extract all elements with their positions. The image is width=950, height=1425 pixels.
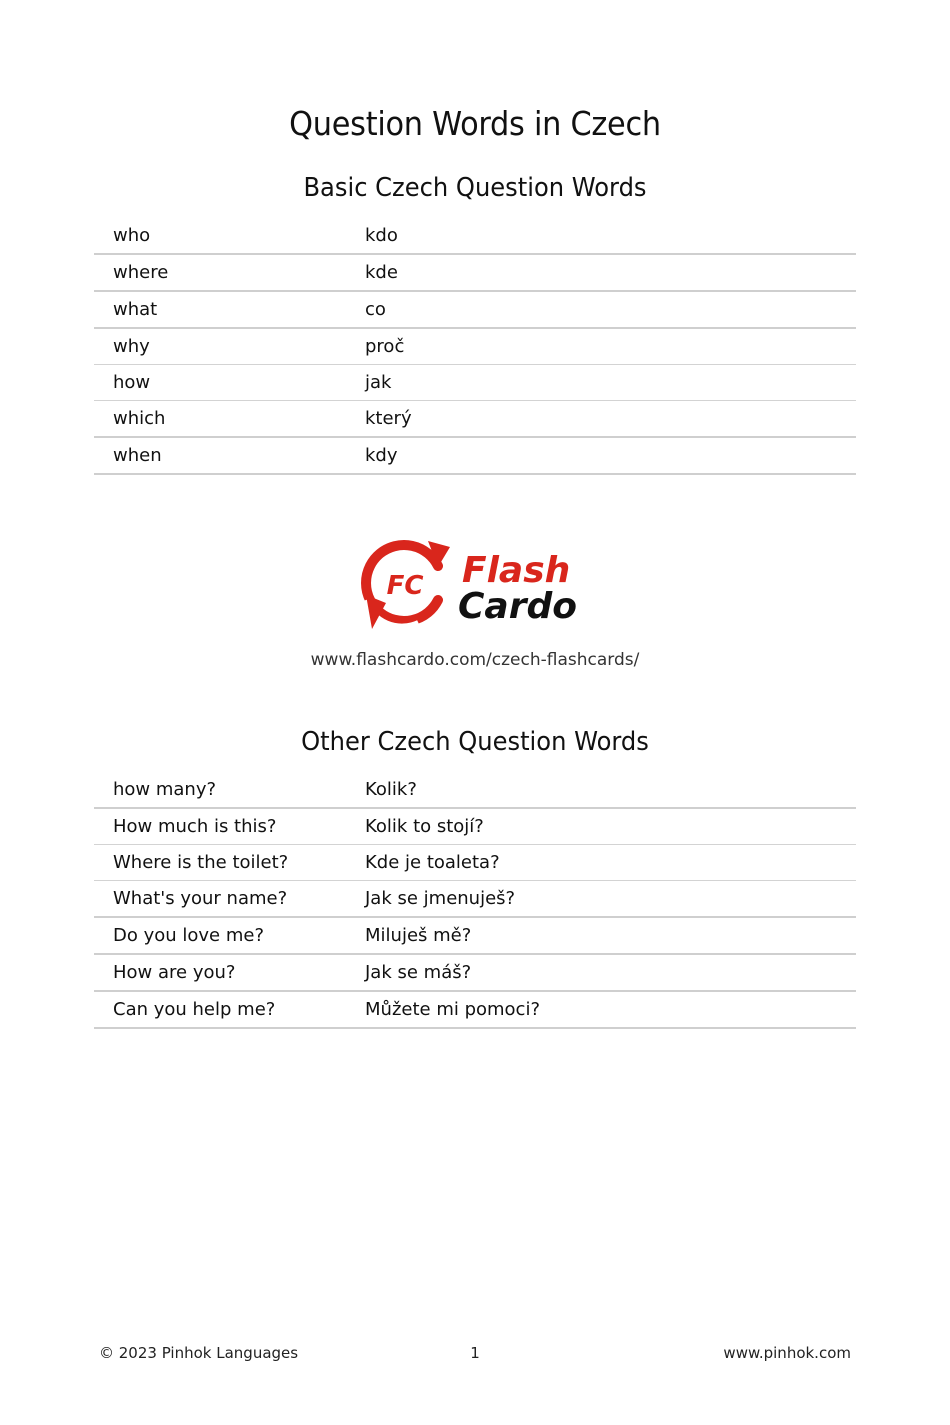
english-word: how xyxy=(94,365,346,401)
czech-word: jak xyxy=(346,365,856,401)
english-phrase: How much is this? xyxy=(94,808,346,845)
footer-website-link[interactable]: www.pinhok.com xyxy=(723,1344,851,1362)
logo-word-cardo: Cardo xyxy=(458,586,577,627)
flashcardo-logo[interactable] xyxy=(358,533,593,633)
english-phrase: Do you love me? xyxy=(94,917,346,954)
logo-word-flash: Flash xyxy=(462,550,571,591)
czech-phrase: Kolik? xyxy=(346,772,856,808)
table-row xyxy=(94,328,856,365)
section-title-basic: Basic Czech Question Words xyxy=(303,173,647,203)
table-row xyxy=(94,772,856,808)
table-row xyxy=(94,365,856,401)
english-phrase: how many? xyxy=(94,772,346,808)
table-row xyxy=(94,291,856,328)
table-row xyxy=(94,917,856,954)
english-word: who xyxy=(94,218,346,254)
czech-phrase: Miluješ mě? xyxy=(346,917,856,954)
table-row xyxy=(94,254,856,291)
english-word: which xyxy=(94,401,346,438)
english-word: what xyxy=(94,291,346,328)
table-row xyxy=(94,808,856,845)
other-words-table xyxy=(94,772,856,1029)
table-row xyxy=(94,218,856,254)
table-row xyxy=(94,401,856,438)
english-word: why xyxy=(94,328,346,365)
table-row xyxy=(94,881,856,918)
table-row xyxy=(94,991,856,1028)
logo-icon-text: FC xyxy=(386,571,424,601)
english-phrase: Where is the toilet? xyxy=(94,845,346,881)
table-row xyxy=(94,954,856,991)
english-phrase: Can you help me? xyxy=(94,991,346,1028)
section-title-other: Other Czech Question Words xyxy=(301,727,649,757)
table-row xyxy=(94,437,856,474)
czech-word: kdy xyxy=(346,437,856,474)
czech-phrase: Kde je toaleta? xyxy=(346,845,856,881)
czech-phrase: Jak se jmenuješ? xyxy=(346,881,856,918)
czech-phrase: Kolik to stojí? xyxy=(346,808,856,845)
table-row xyxy=(94,845,856,881)
czech-word: kde xyxy=(346,254,856,291)
page-title: Question Words in Czech xyxy=(289,104,661,143)
czech-phrase: Můžete mi pomoci? xyxy=(346,991,856,1028)
czech-word: který xyxy=(346,401,856,438)
english-word: where xyxy=(94,254,346,291)
english-word: when xyxy=(94,437,346,474)
basic-words-table xyxy=(94,218,856,475)
footer-copyright: © 2023 Pinhok Languages xyxy=(99,1344,299,1362)
flashcardo-link[interactable]: www.flashcardo.com/czech-flashcards/ xyxy=(310,650,640,670)
czech-word: co xyxy=(346,291,856,328)
czech-word: kdo xyxy=(346,218,856,254)
english-phrase: How are you? xyxy=(94,954,346,991)
czech-phrase: Jak se máš? xyxy=(346,954,856,991)
english-phrase: What's your name? xyxy=(94,881,346,918)
czech-word: proč xyxy=(346,328,856,365)
footer-page-number: 1 xyxy=(470,1344,480,1362)
